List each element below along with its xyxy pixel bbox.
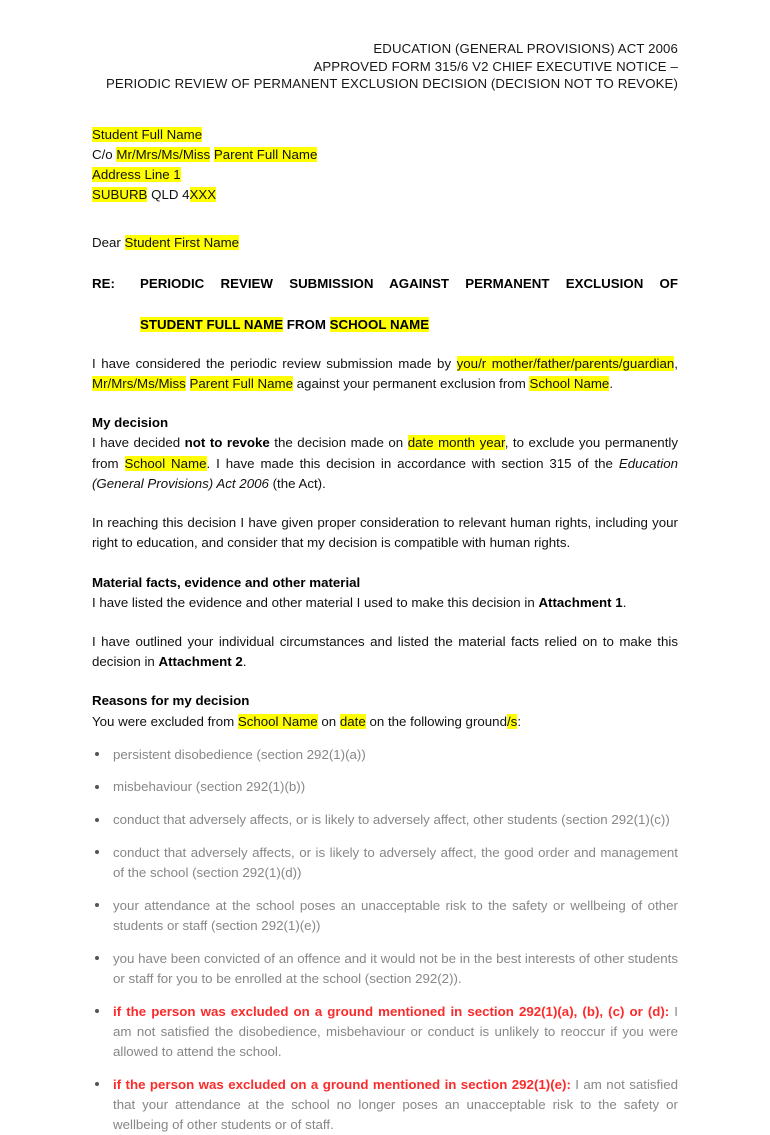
list-item — [92, 810, 678, 830]
my-decision-paragraph-2: In reaching this decision I have given proper consideration to relevant human rights, including your right to education, and consider that my decision is compatible with human rights. — [92, 515, 678, 551]
ground-text: conduct that adversely affects, or is likely to adversely affect, the good order and management of the school (section 292(1)(d)) — [113, 844, 678, 881]
salutation-student-first-name: Student First Name — [124, 234, 240, 250]
bullet-icon — [95, 818, 99, 822]
address-state: QLD 4 — [147, 187, 190, 203]
ground-text: I am not satisfied the disobedience, misbehaviour or conduct is unlikely to reoccur if you were allowed to attend the school. — [113, 1003, 678, 1059]
bullet-icon — [95, 785, 99, 789]
re-from-word: FROM — [283, 316, 330, 332]
bullet-icon — [95, 752, 99, 756]
decision-school-name: School Name — [124, 455, 207, 471]
address-parent-title: Mr/Mrs/Ms/Miss — [116, 146, 211, 162]
re-student-full-name: STUDENT FULL NAME — [140, 316, 284, 332]
intro-school-name: School Name — [529, 376, 610, 392]
ground-condition: if the person was excluded on a ground mentioned in section 292(1)(e): — [113, 1076, 571, 1092]
reasons-school-name: School Name — [237, 713, 318, 729]
decision-text-5: (the Act). — [268, 475, 326, 491]
re-body — [140, 274, 678, 335]
ground-text: conduct that adversely affects, or is likely to adversely affect, other students (section 292(1)(c)) — [113, 812, 670, 828]
address-line-street — [92, 165, 678, 185]
address-student-name: Student Full Name — [92, 126, 203, 142]
list-item — [92, 843, 678, 883]
decision-text-2: the decision made on — [269, 435, 408, 451]
address-line-student — [92, 125, 678, 145]
intro-parent-title: Mr/Mrs/Ms/Miss — [92, 376, 186, 392]
decision-text-1: I have decided — [92, 435, 185, 451]
attachment-1-reference: Attachment 1 — [538, 594, 623, 610]
intro-text-1: I have considered the periodic review submission made by — [92, 355, 457, 371]
material-facts-text-4: . — [242, 654, 247, 670]
address-care-of-prefix: C/o — [92, 146, 117, 162]
reasons-text-3: on the following ground — [365, 713, 507, 729]
reasons-text-4: : — [517, 713, 522, 729]
intro-text-4: against your permanent exclusion from — [292, 376, 530, 392]
decision-act-citation: Education (General Provisions) Act 2006 — [92, 455, 678, 491]
document-content — [92, 0, 678, 1135]
ground-condition: if the person was excluded on a ground mentioned in section 292(1)(a), (b), (c) or (d): — [113, 1003, 670, 1019]
salutation-greeting: Dear — [92, 234, 125, 250]
ground-text: your attendance at the school poses an unacceptable risk to the safety or wellbeing of other students or staff (section 292(1)(e)) — [113, 897, 678, 933]
bullet-icon — [95, 956, 99, 960]
my-decision-paragraph-1 — [92, 433, 678, 494]
attachment-2-reference: Attachment 2 — [158, 654, 243, 670]
reasons-plural-suffix: /s — [506, 713, 518, 729]
address-suburb: SUBURB — [92, 187, 148, 203]
bullet-icon — [95, 903, 99, 907]
list-item — [92, 1075, 678, 1135]
heading-material-facts: Material facts, evidence and other material — [92, 574, 361, 590]
reasons-text-1: You were excluded from — [92, 713, 238, 729]
grounds-list — [92, 745, 678, 1135]
intro-text-2: , — [674, 355, 678, 371]
address-parent-name: Parent Full Name — [213, 146, 318, 162]
decision-text-3: , to exclude you permanently from — [92, 435, 678, 471]
address-line-suburb — [92, 185, 678, 205]
address-street: Address Line 1 — [92, 167, 181, 183]
list-item — [92, 896, 678, 936]
ground-text: misbehaviour (section 292(1)(b)) — [113, 779, 306, 795]
re-subject-line — [92, 274, 678, 335]
ground-text: I am not satisfied that your attendance at the school no longer poses an unacceptable risk to the safety or wellbeing of other students or of staff. — [113, 1076, 678, 1133]
list-item — [92, 745, 678, 765]
list-item — [92, 949, 678, 989]
address-postcode: XXX — [189, 187, 217, 203]
intro-text-5: . — [609, 376, 614, 392]
material-facts-paragraph-2 — [92, 632, 678, 672]
bullet-icon — [95, 1009, 99, 1013]
list-item — [92, 777, 678, 797]
ground-text: you have been convicted of an offence and it would not be in the best interests of other students or staff for you to be enrolled at the school (section 292(2)). — [113, 950, 678, 986]
intro-submitter-highlight: you/r mother/father/parents/guardian — [456, 355, 675, 371]
bullet-icon — [95, 850, 99, 854]
heading-reasons-for-decision: Reasons for my decision — [92, 693, 250, 709]
intro-parent-name: Parent Full Name — [189, 376, 293, 392]
reasons-text-2: on — [317, 713, 340, 729]
re-school-name: SCHOOL NAME — [329, 316, 430, 332]
salutation — [92, 233, 678, 253]
decision-date: date month year — [407, 435, 505, 451]
header-line-title: PERIODIC REVIEW OF PERMANENT EXCLUSION DECISION (DECISION NOT TO REVOKE) — [105, 76, 678, 91]
document-header — [92, 40, 678, 93]
address-line-care-of — [92, 145, 678, 165]
recipient-address-block — [92, 125, 678, 206]
heading-my-decision: My decision — [92, 415, 169, 431]
list-item — [92, 1002, 678, 1063]
intro-paragraph — [92, 354, 678, 394]
ground-text: persistent disobedience (section 292(1)(a)) — [113, 746, 366, 762]
decision-not-to-revoke: not to revoke — [184, 435, 270, 451]
material-facts-text-2: . — [622, 594, 627, 610]
re-label: RE: — [92, 275, 115, 291]
decision-text-4: . I have made this decision in accordance with section 315 of the — [206, 455, 619, 471]
header-line-form: APPROVED FORM 315/6 V2 CHIEF EXECUTIVE NOTICE – — [313, 58, 678, 74]
material-facts-text-1: I have listed the evidence and other material I used to make this decision in — [92, 594, 539, 610]
reasons-lead-in — [92, 712, 678, 732]
bullet-icon — [95, 1082, 99, 1086]
reasons-date: date — [339, 713, 366, 729]
re-line-1: PERIODIC REVIEW SUBMISSION AGAINST PERMANENT EXCLUSION OF — [140, 275, 678, 291]
intro-text-3 — [186, 376, 190, 391]
material-facts-paragraph-1 — [92, 593, 678, 613]
header-line-act: EDUCATION (GENERAL PROVISIONS) ACT 2006 — [373, 41, 678, 56]
material-facts-text-3: I have outlined your individual circumstances and listed the material facts relied on to make this decision in — [92, 633, 678, 670]
